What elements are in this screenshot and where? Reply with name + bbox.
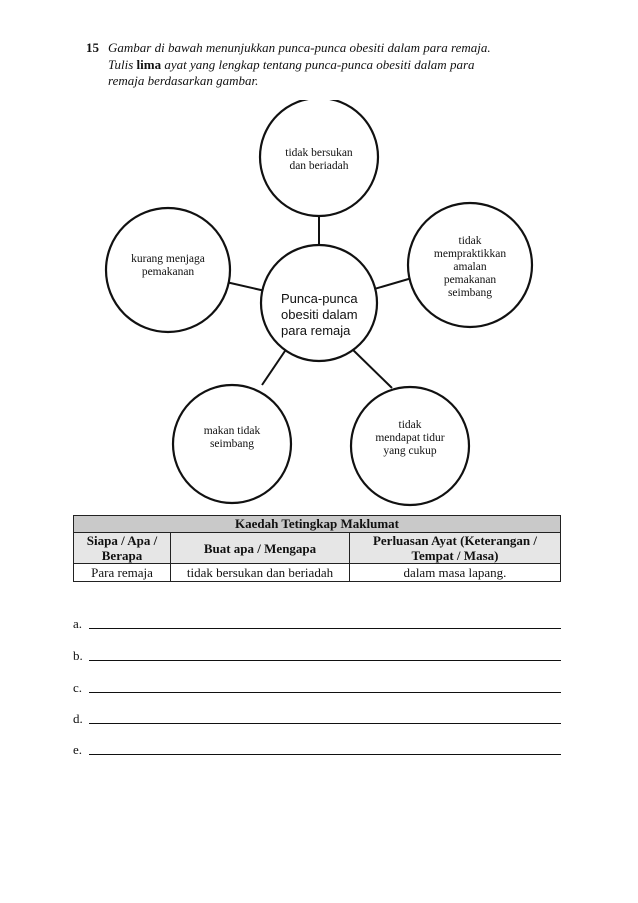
center-label: Punca-punca obesiti dalam para remaja bbox=[281, 291, 358, 338]
answer-line-e[interactable] bbox=[73, 742, 561, 758]
header-perluasan: Perluasan Ayat (Keterangan / Tempat / Masa) bbox=[350, 533, 561, 564]
cell-buat-apa: tidak bersukan dan beriadah bbox=[171, 564, 350, 582]
answer-line-a[interactable] bbox=[73, 616, 561, 632]
answer-letter: a. bbox=[73, 616, 83, 631]
node-bottom-left-label: makan tidak seimbang bbox=[203, 425, 261, 450]
answer-line-d[interactable] bbox=[73, 711, 561, 727]
answer-letter: d. bbox=[73, 711, 83, 726]
answer-letter: c. bbox=[73, 680, 83, 695]
question-line-1: Gambar di bawah menunjukkan punca-punca obesiti dalam para remaja. bbox=[108, 40, 491, 55]
node-bottom-right-label: tidak mendapat tidur yang cukup bbox=[375, 419, 445, 457]
connector-bottom-left bbox=[262, 348, 287, 385]
answer-letter: e. bbox=[73, 742, 83, 757]
connector-bottom-right bbox=[350, 347, 392, 388]
info-window-table bbox=[73, 515, 561, 582]
answer-letter: b. bbox=[73, 648, 83, 663]
question-line-2: Tulis lima ayat yang lengkap tentang punca-punca obesiti dalam para bbox=[108, 56, 475, 72]
node-right-label: tidak mempraktikkan amalan pemakanan seimbang bbox=[433, 235, 507, 299]
question-number: 15 bbox=[86, 40, 99, 55]
emphasis-lima: lima bbox=[136, 56, 162, 72]
header-siapa: Siapa / Apa / Berapa bbox=[74, 533, 171, 564]
cell-siapa: Para remaja bbox=[74, 564, 171, 582]
question-line-3: remaja berdasarkan gambar. bbox=[108, 73, 259, 88]
header-buat-apa: Buat apa / Mengapa bbox=[171, 533, 350, 564]
answer-line-b[interactable] bbox=[73, 648, 561, 664]
table-title: Kaedah Tetingkap Maklumat bbox=[74, 516, 561, 533]
answer-line-c[interactable] bbox=[73, 680, 561, 696]
cell-perluasan: dalam masa lapang. bbox=[350, 564, 561, 582]
node-top-label: tidak bersukan dan beriadah bbox=[285, 147, 353, 172]
question-text bbox=[108, 40, 548, 90]
node-left-label: kurang menjaga pemakanan bbox=[131, 253, 205, 278]
